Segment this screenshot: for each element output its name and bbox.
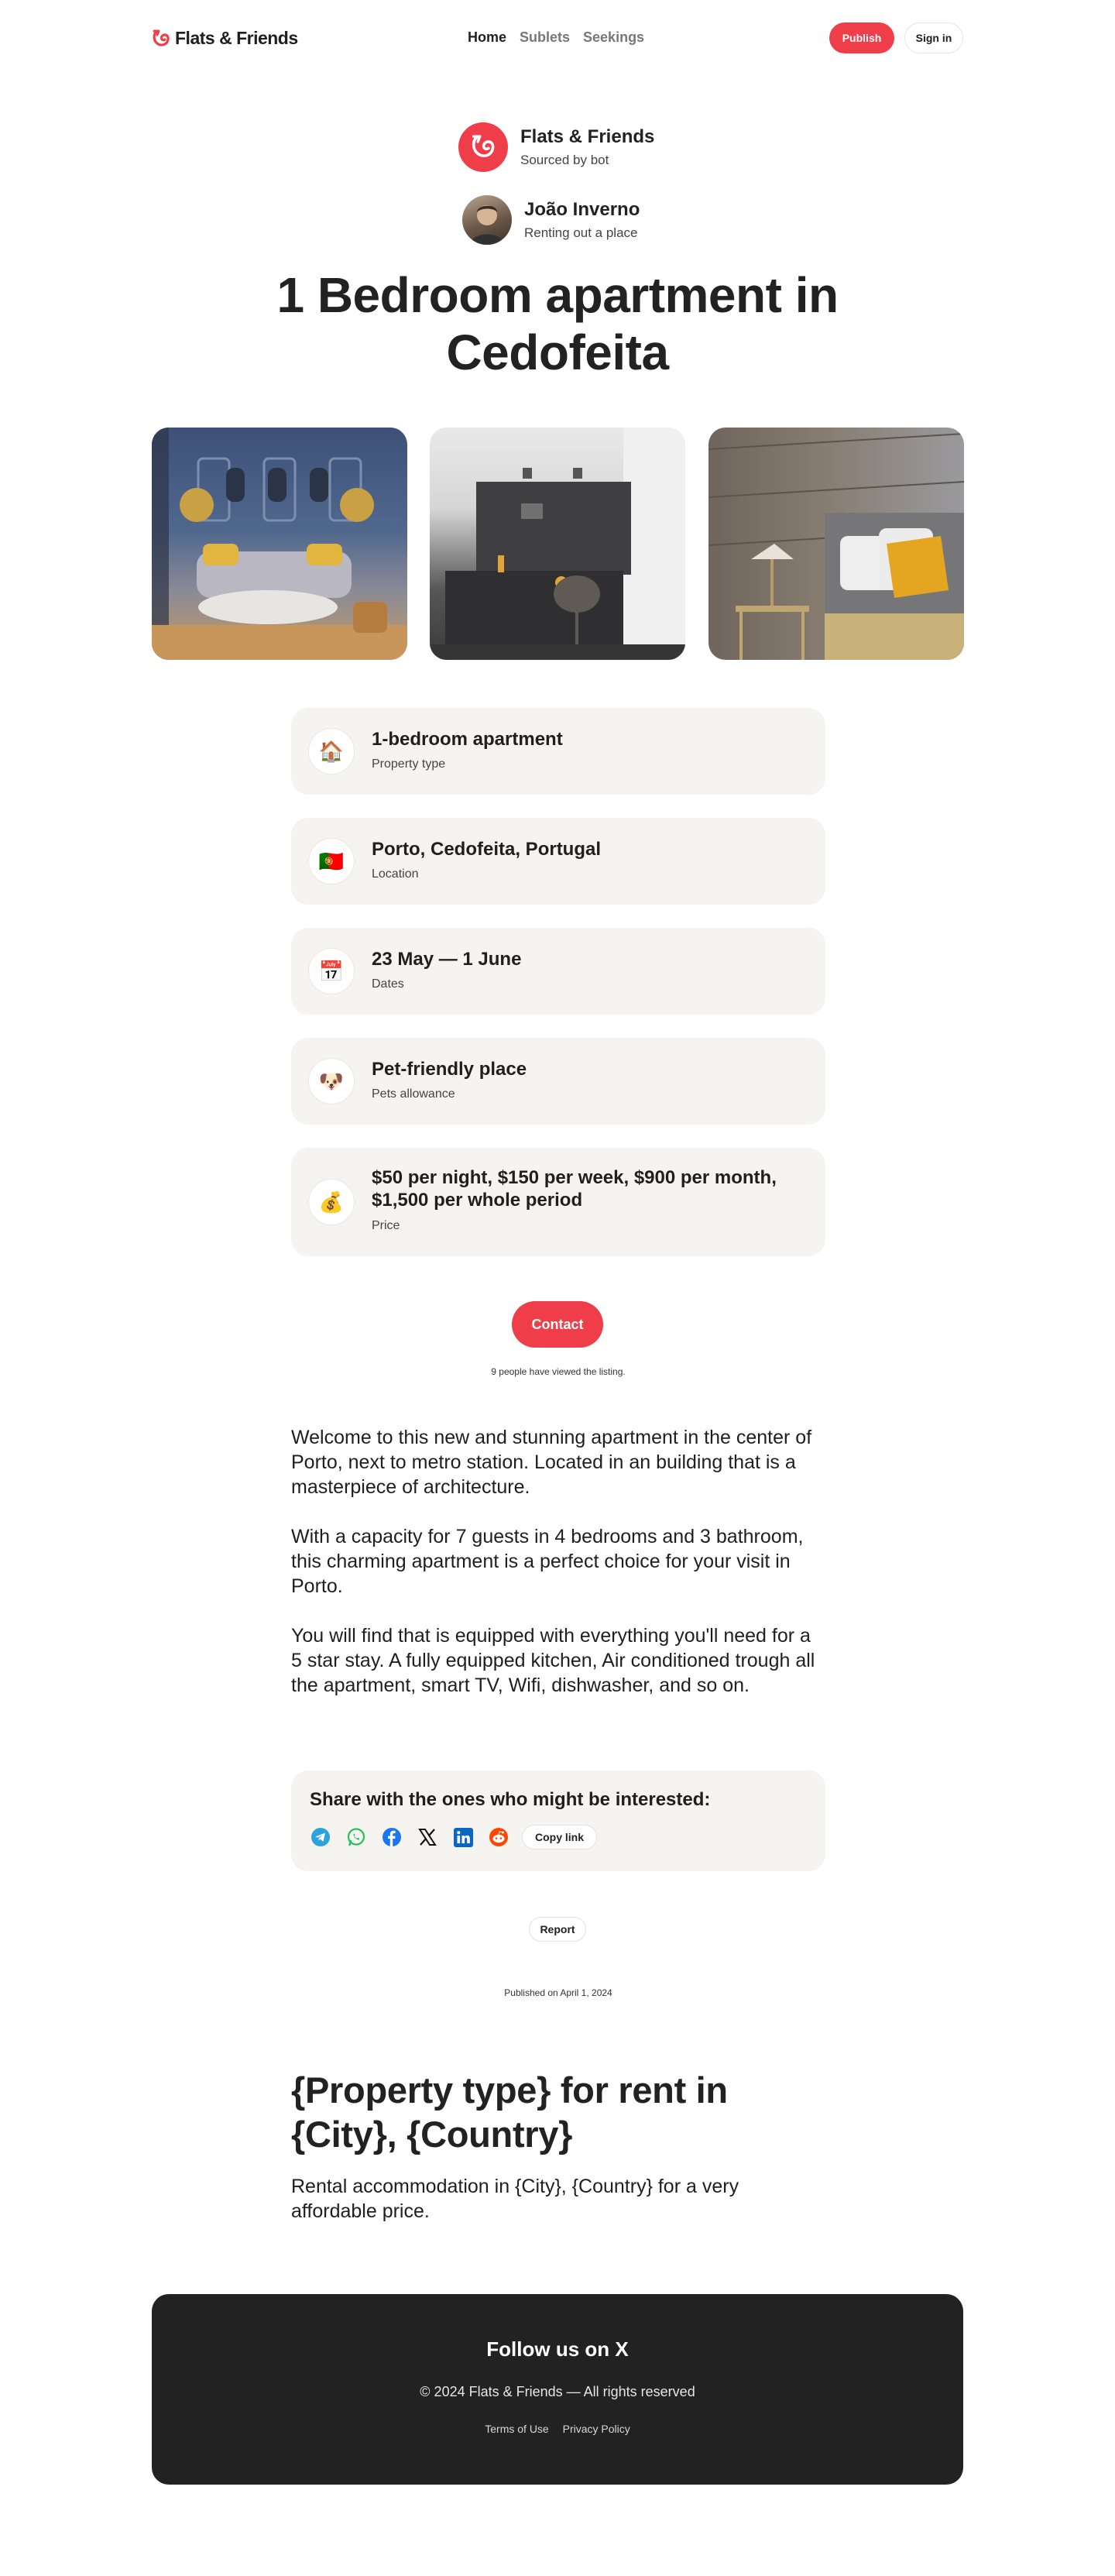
copy-link-button[interactable]: Copy link [522, 1825, 597, 1850]
seo-text: Rental accommodation in {City}, {Country} for a very affordable price. [291, 2176, 739, 2222]
detail-label: Property type [372, 757, 446, 771]
logo-text: Flats & Friends [175, 28, 298, 48]
share-box [291, 1771, 825, 1871]
source-subtitle: Sourced by bot [520, 153, 609, 167]
detail-card-location [291, 818, 825, 905]
sign-in-button[interactable]: Sign in [904, 22, 963, 53]
seo-title-line1: {Property type} for rent in [291, 2069, 728, 2111]
site-header [152, 20, 963, 57]
owner-avatar [462, 195, 512, 245]
telegram-icon[interactable] [310, 1826, 331, 1848]
listing-title-line1: 1 Bedroom apartment in [276, 267, 839, 323]
money-bag-icon: 💰 [308, 1179, 355, 1225]
owner-author [462, 195, 640, 245]
person-photo-icon [462, 195, 512, 245]
nav-sublets[interactable]: Sublets [520, 29, 571, 45]
follow-us-link[interactable]: Follow us on X [486, 2337, 629, 2361]
listing-photo-bedroom[interactable] [708, 428, 964, 660]
kitchen-illustration [430, 428, 685, 660]
owner-name: João Inverno [524, 199, 640, 220]
share-icons-row [310, 1825, 597, 1850]
description-paragraph-3: You will find that is equipped with everything you'll need for a 5 star stay. A fully equipped kitchen, Air conditioned trough all the apartment, smart TV, Wifi, dishwasher, and so on. [291, 1625, 815, 1696]
calendar-icon: 📅 [308, 948, 355, 994]
listing-title [152, 266, 963, 381]
bedroom-illustration [708, 428, 964, 660]
detail-value: 1-bedroom apartment [372, 729, 563, 750]
reddit-icon[interactable] [488, 1826, 509, 1848]
description-paragraph-1: Welcome to this new and stunning apartment in the center of Porto, next to metro station. Located in an building that is a masterpiece of architecture. [291, 1427, 812, 1498]
listing-title-line2: Cedofeita [446, 325, 669, 380]
detail-card-price [291, 1148, 825, 1256]
portugal-flag-icon: 🇵🇹 [308, 838, 355, 884]
main-nav [468, 29, 644, 46]
owner-subtitle: Renting out a place [524, 225, 638, 240]
logo[interactable] [152, 28, 298, 49]
detail-value: Pet-friendly place [372, 1059, 527, 1080]
footer-links [152, 2423, 963, 2435]
source-name: Flats & Friends [520, 126, 655, 147]
detail-card-pets [291, 1038, 825, 1125]
brand-avatar [458, 122, 508, 172]
published-date: Published on April 1, 2024 [504, 1987, 612, 1998]
detail-card-dates [291, 928, 825, 1015]
nav-seekings[interactable]: Seekings [583, 29, 645, 45]
report-button[interactable]: Report [529, 1917, 586, 1942]
footer-copyright: © 2024 Flats & Friends — All rights reserved [420, 2384, 695, 2399]
seo-title-line2: {City}, {Country} [291, 2114, 573, 2155]
detail-value: Porto, Cedofeita, Portugal [372, 839, 602, 860]
living-room-illustration [152, 428, 407, 660]
listing-photo-kitchen[interactable] [430, 428, 685, 660]
source-author [458, 122, 654, 172]
dog-icon: 🐶 [308, 1058, 355, 1104]
publish-button[interactable]: Publish [829, 22, 894, 53]
linkedin-icon[interactable] [452, 1826, 474, 1848]
site-footer [152, 2294, 963, 2485]
detail-value: $50 per night, $150 per week, $900 per month, $1,500 per whole period [372, 1167, 777, 1211]
contact-button[interactable]: Contact [512, 1301, 603, 1348]
whatsapp-icon[interactable] [345, 1826, 367, 1848]
share-title: Share with the ones who might be interested: [310, 1789, 711, 1810]
listing-photo-living-room[interactable] [152, 428, 407, 660]
detail-label: Pets allowance [372, 1087, 455, 1101]
logo-mark-icon [152, 29, 170, 49]
x-icon[interactable] [417, 1826, 438, 1848]
detail-label: Dates [372, 977, 404, 991]
detail-label: Price [372, 1219, 400, 1232]
terms-link[interactable]: Terms of Use [485, 2423, 549, 2435]
nav-home[interactable]: Home [468, 29, 507, 45]
description-paragraph-2: With a capacity for 7 guests in 4 bedrooms and 3 bathroom, this charming apartment is a perfect choice for your visit in Porto. [291, 1526, 804, 1597]
logo-mark-icon [470, 133, 496, 161]
views-counter: 9 people have viewed the listing. [491, 1366, 626, 1377]
facebook-icon[interactable] [381, 1826, 403, 1848]
seo-title [291, 2068, 825, 2156]
house-icon: 🏠 [308, 728, 355, 775]
detail-value: 23 May — 1 June [372, 949, 522, 970]
privacy-link[interactable]: Privacy Policy [562, 2423, 630, 2435]
detail-label: Location [372, 867, 419, 881]
detail-card-property-type [291, 708, 825, 795]
